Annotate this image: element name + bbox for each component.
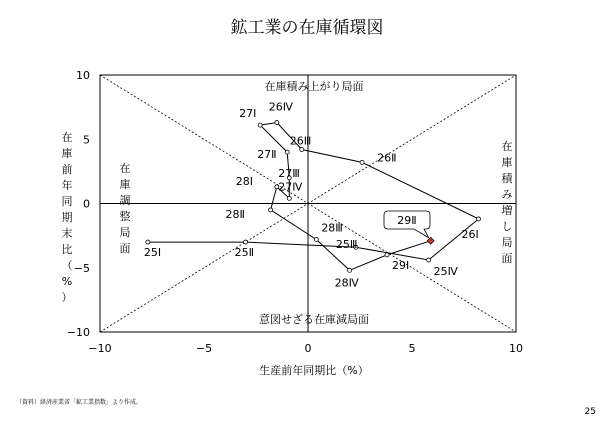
- data-point: [360, 160, 364, 164]
- x-tick-label: −10: [88, 342, 112, 355]
- quadrant-label-right-char: し: [501, 220, 513, 233]
- point-label: 28Ⅲ: [321, 221, 343, 235]
- x-tick-label: 10: [509, 342, 523, 355]
- x-tick-label: 5: [408, 342, 416, 355]
- y-tick-label: 10: [76, 69, 90, 82]
- cycle-series: [143, 121, 481, 273]
- data-point: [427, 258, 431, 262]
- y-tick-label: 0: [83, 197, 90, 211]
- point-label: 27Ⅱ: [257, 148, 277, 162]
- quadrant-label-right-char: 増: [501, 204, 513, 217]
- point-label: 25Ⅲ: [335, 238, 358, 252]
- point-label: 28Ⅰ: [235, 174, 254, 188]
- quadrant-label-left-char: 局: [119, 226, 131, 239]
- x-tick-labels: [88, 342, 523, 355]
- series-line: [148, 123, 479, 271]
- page-number: 25: [584, 407, 596, 417]
- point-label: 29Ⅰ: [392, 258, 410, 272]
- point-label: 26Ⅲ: [289, 134, 312, 148]
- quadrant-label-left-char: 調: [119, 194, 131, 207]
- point-label: 25Ⅱ: [234, 246, 255, 260]
- data-point: [258, 123, 262, 127]
- y-tick-label: −5: [73, 261, 90, 275]
- quadrant-label-right-char: 積: [501, 172, 513, 185]
- y-axis-label-char: 比: [61, 243, 73, 256]
- page-title: 鉱工業の在庫循環図: [230, 18, 384, 38]
- point-label: 27Ⅳ: [278, 180, 303, 194]
- y-axis-label-char: 前: [61, 163, 73, 176]
- latest-point-callout: [384, 211, 430, 238]
- point-label: 27Ⅲ: [278, 166, 300, 180]
- y-axis-label-char: ）: [61, 291, 73, 304]
- quadrant-label-right: [502, 139, 514, 265]
- y-axis-label-char: %: [61, 275, 73, 288]
- point-label: 28Ⅱ: [225, 207, 245, 221]
- y-axis-label-char: 末: [61, 227, 73, 240]
- quadrant-label-left-char: 整: [119, 210, 131, 223]
- y-axis-label-char: 在: [61, 131, 73, 144]
- callout-label: 29Ⅱ: [397, 214, 417, 227]
- data-point: [244, 240, 248, 244]
- data-point: [146, 240, 150, 244]
- x-axis-label: 生産前年同期比（%）: [259, 364, 369, 377]
- y-axis-label-char: 同: [61, 195, 73, 208]
- y-tick-label: −10: [66, 326, 90, 339]
- point-label: 26Ⅱ: [377, 151, 397, 165]
- data-point: [269, 208, 273, 212]
- y-axis-label-char: 年: [61, 179, 73, 192]
- quadrant-label-right-char: 庫: [501, 156, 513, 169]
- data-point: [314, 237, 318, 241]
- y-axis-label-char: 期: [61, 211, 73, 224]
- quadrant-label-left-char: 在: [119, 162, 131, 175]
- data-point: [300, 148, 304, 152]
- quadrant-label-right-char: 在: [501, 140, 513, 153]
- point-label: 26Ⅰ: [461, 227, 479, 241]
- x-tick-label: −5: [195, 342, 213, 355]
- point-label: 25Ⅳ: [433, 265, 458, 279]
- data-point: [275, 121, 279, 125]
- y-axis-label: [62, 130, 73, 304]
- data-point: [477, 217, 481, 221]
- y-axis-label-char: 庫: [61, 147, 73, 160]
- data-point: [287, 196, 291, 200]
- data-point: [385, 253, 389, 257]
- quadrant-label-right-char: み: [501, 188, 513, 201]
- point-label: 25Ⅰ: [143, 246, 162, 260]
- quadrant-label-left: [120, 161, 131, 255]
- quadrant-label-right-char: 局: [501, 236, 513, 249]
- point-label: 28Ⅳ: [334, 276, 359, 290]
- latest-point-marker: [427, 237, 434, 244]
- y-tick-label: 5: [83, 133, 90, 147]
- source-note: （資料）経済産業省「鉱工業指数」より作成。: [16, 399, 143, 406]
- data-point: [348, 268, 352, 272]
- x-tick-label: 0: [304, 342, 312, 355]
- y-axis-label-char: （: [61, 259, 73, 272]
- quadrant-label-left-char: 面: [119, 242, 131, 255]
- point-label: 26Ⅳ: [268, 100, 293, 114]
- point-label: 27Ⅰ: [239, 107, 257, 121]
- quadrant-label-left-char: 庫: [119, 178, 131, 191]
- data-point: [285, 150, 289, 154]
- quadrant-label-right-char: 面: [501, 252, 513, 265]
- quadrant-label-bottom: 意図せざる在庫減局面: [259, 313, 369, 326]
- quadrant-label-top: 在庫積み上がり局面: [264, 80, 364, 93]
